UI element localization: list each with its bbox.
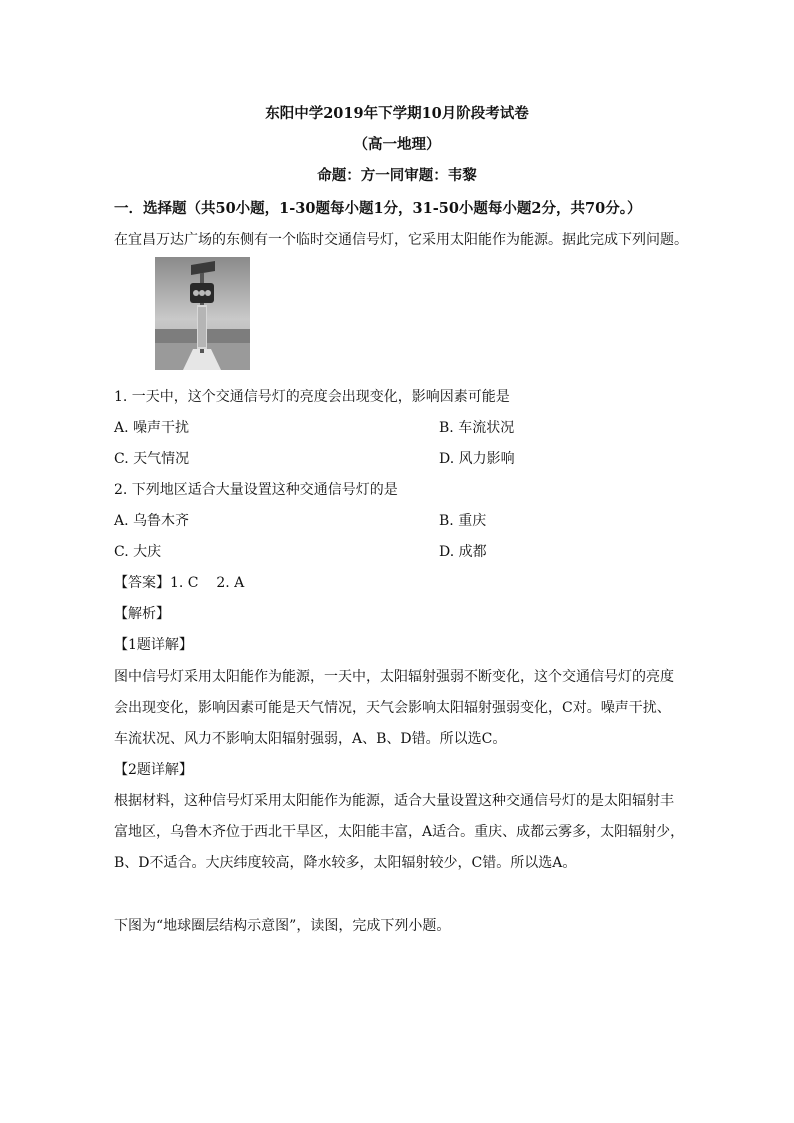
answer-label: 【答案】	[114, 575, 170, 591]
detail-2-line: B、D不适合。大庆纬度较高，降水较多，太阳辐射较少，C错。所以选A。	[114, 855, 577, 871]
detail-1-line: 图中信号灯采用太阳能作为能源，一天中，太阳辐射强弱不断变化，这个交通信号灯的亮度	[114, 669, 674, 685]
question-1-option-c: C. 天气情况	[114, 451, 190, 467]
question-1-option-b: B. 车流状况	[439, 420, 515, 436]
detail-1-line: 会出现变化，影响因素可能是天气情况，天气会影响太阳辐射强弱变化，C对。噪声干扰、	[114, 700, 671, 716]
detail-2-line: 根据材料，这种信号灯采用太阳能作为能源，适合大量设置这种交通信号灯的是太阳辐射丰	[114, 793, 674, 809]
question-1-option-d: D. 风力影响	[439, 451, 515, 467]
question-2-option-d: D. 成都	[439, 544, 487, 560]
exam-subtitle: （高一地理）	[353, 136, 441, 153]
traffic-light-photo	[155, 257, 250, 370]
detail-1-label: 【1题详解】	[114, 637, 193, 653]
answer-text: 1. C 2. A	[170, 575, 245, 591]
question-2-option-a: A. 乌鲁木齐	[114, 513, 190, 529]
exam-title: 东阳中学2019年下学期10月阶段考试卷	[265, 105, 529, 122]
question-2-stem: 2. 下列地区适合大量设置这种交通信号灯的是	[114, 482, 398, 498]
detail-1-line: 车流状况、风力不影响太阳辐射强弱，A、B、D错。所以选C。	[114, 731, 507, 747]
exam-authors: 命题：方一同审题：韦黎	[317, 167, 477, 184]
question-2-option-c: C. 大庆	[114, 544, 162, 560]
question-2-option-b: B. 重庆	[439, 513, 487, 529]
detail-2-line: 富地区，乌鲁木齐位于西北干旱区，太阳能丰富，A适合。重庆、成都云雾多，太阳辐射少，	[114, 824, 685, 840]
section-heading: 一．选择题（共50小题，1-30题每小题1分，31-50小题每小题2分，共70分。）	[114, 200, 642, 217]
analysis-label: 【解析】	[114, 606, 170, 622]
question-1-stem: 1. 一天中，这个交通信号灯的亮度会出现变化，影响因素可能是	[114, 389, 510, 405]
section-intro: 在宜昌万达广场的东侧有一个临时交通信号灯，它采用太阳能作为能源。据此完成下列问题。	[114, 232, 688, 248]
question-1-option-a: A. 噪声干扰	[114, 420, 190, 436]
answer-line	[114, 572, 244, 592]
next-section-intro: 下图为“地球圈层结构示意图”，读图，完成下列小题。	[114, 918, 451, 934]
detail-2-label: 【2题详解】	[114, 762, 193, 778]
